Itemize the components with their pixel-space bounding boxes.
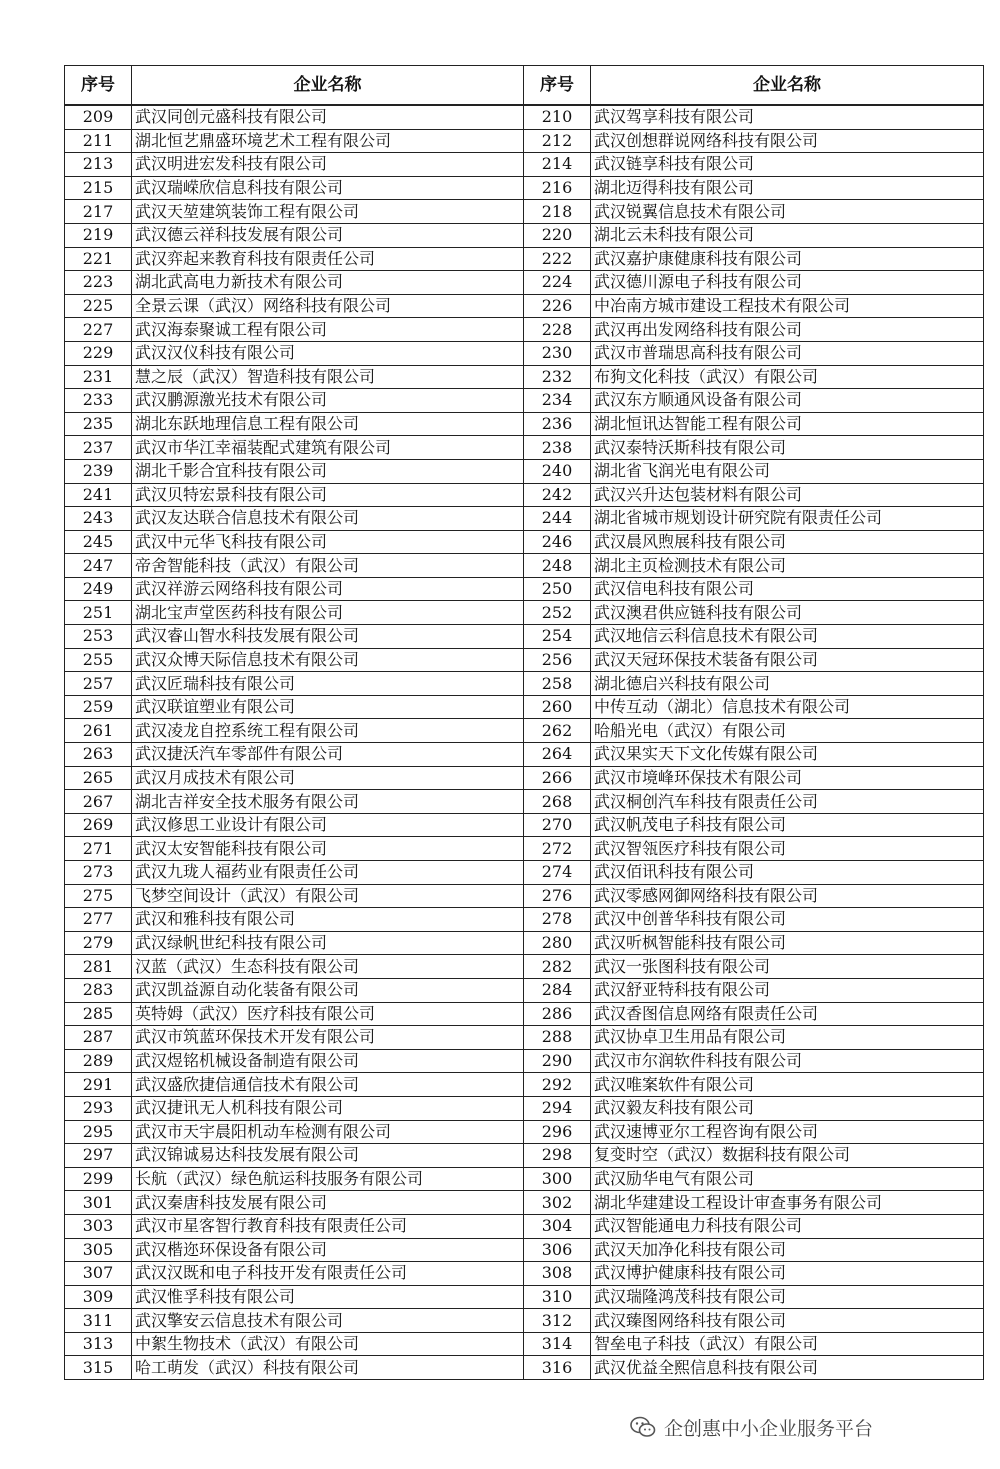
serial-number-cell: 304	[524, 1214, 591, 1238]
serial-number-cell: 231	[65, 365, 132, 389]
company-name-cell: 武汉煜铭机械设备制造有限公司	[132, 1049, 524, 1073]
company-name-cell: 武汉汉既和电子科技开发有限责任公司	[132, 1262, 524, 1286]
company-name-cell: 武汉祥游云网络科技有限公司	[132, 577, 524, 601]
company-name-cell: 武汉市境峰环保技术有限公司	[591, 766, 984, 790]
serial-number-cell: 286	[524, 1002, 591, 1026]
company-name-cell: 武汉信电科技有限公司	[591, 577, 984, 601]
table-row	[65, 648, 984, 672]
company-name-cell: 中传互动（湖北）信息技术有限公司	[591, 695, 984, 719]
company-name-cell: 武汉嘉护康健康科技有限公司	[591, 247, 984, 271]
table-row	[65, 601, 984, 625]
company-name-cell: 武汉瑞嵘欣信息科技有限公司	[132, 176, 524, 200]
company-name-cell: 武汉励华电气有限公司	[591, 1167, 984, 1191]
table-row	[65, 105, 984, 129]
company-name-cell: 武汉零感网御网络科技有限公司	[591, 884, 984, 908]
serial-number-cell: 212	[524, 129, 591, 153]
serial-number-cell: 287	[65, 1026, 132, 1050]
watermark	[630, 1412, 873, 1442]
serial-number-cell: 290	[524, 1049, 591, 1073]
serial-number-cell: 224	[524, 271, 591, 295]
header-serial-left: 序号	[65, 66, 132, 106]
table-header-row	[65, 66, 984, 106]
table-row	[65, 1026, 984, 1050]
company-name-cell: 武汉匠瑞科技有限公司	[132, 672, 524, 696]
serial-number-cell: 297	[65, 1144, 132, 1168]
company-name-cell: 武汉锦诚易达科技发展有限公司	[132, 1144, 524, 1168]
serial-number-cell: 276	[524, 884, 591, 908]
table-row	[65, 766, 984, 790]
company-name-cell: 武汉凌龙自控系统工程有限公司	[132, 719, 524, 743]
company-name-cell: 武汉九珑人福药业有限责任公司	[132, 861, 524, 885]
company-name-cell: 武汉帆茂电子科技有限公司	[591, 813, 984, 837]
serial-number-cell: 240	[524, 459, 591, 483]
table-row	[65, 318, 984, 342]
company-name-cell: 武汉凯益源自动化装备有限公司	[132, 978, 524, 1002]
company-name-cell: 武汉唯案软件有限公司	[591, 1073, 984, 1097]
company-name-cell: 武汉鹏源激光技术有限公司	[132, 389, 524, 413]
company-name-cell: 智垒电子科技（武汉）有限公司	[591, 1332, 984, 1356]
company-name-cell: 武汉舒亚特科技有限公司	[591, 978, 984, 1002]
table-row	[65, 1191, 984, 1215]
serial-number-cell: 285	[65, 1002, 132, 1026]
company-name-cell: 汉蓝（武汉）生态科技有限公司	[132, 955, 524, 979]
table-row	[65, 837, 984, 861]
serial-number-cell: 252	[524, 601, 591, 625]
company-name-cell: 慧之辰（武汉）智造科技有限公司	[132, 365, 524, 389]
serial-number-cell: 307	[65, 1262, 132, 1286]
company-name-cell: 武汉惟孚科技有限公司	[132, 1285, 524, 1309]
company-name-cell: 中冶南方城市建设工程技术有限公司	[591, 294, 984, 318]
serial-number-cell: 246	[524, 530, 591, 554]
serial-number-cell: 284	[524, 978, 591, 1002]
serial-number-cell: 225	[65, 294, 132, 318]
table-row	[65, 1073, 984, 1097]
table-row	[65, 1096, 984, 1120]
company-name-cell: 武汉和雅科技有限公司	[132, 908, 524, 932]
serial-number-cell: 271	[65, 837, 132, 861]
wechat-icon	[630, 1416, 656, 1438]
table-row	[65, 530, 984, 554]
company-name-cell: 武汉地信云科信息技术有限公司	[591, 625, 984, 649]
serial-number-cell: 313	[65, 1332, 132, 1356]
serial-number-cell: 221	[65, 247, 132, 271]
serial-number-cell: 314	[524, 1332, 591, 1356]
company-name-cell: 湖北省飞润光电有限公司	[591, 459, 984, 483]
serial-number-cell: 280	[524, 931, 591, 955]
serial-number-cell: 217	[65, 200, 132, 224]
table-row	[65, 271, 984, 295]
header-serial-right: 序号	[524, 66, 591, 106]
table-row	[65, 1356, 984, 1380]
company-name-cell: 武汉太安智能科技有限公司	[132, 837, 524, 861]
serial-number-cell: 261	[65, 719, 132, 743]
serial-number-cell: 278	[524, 908, 591, 932]
serial-number-cell: 258	[524, 672, 591, 696]
serial-number-cell: 211	[65, 129, 132, 153]
table-row	[65, 1285, 984, 1309]
serial-number-cell: 215	[65, 176, 132, 200]
serial-number-cell: 302	[524, 1191, 591, 1215]
table-row	[65, 1049, 984, 1073]
table-row	[65, 341, 984, 365]
company-name-cell: 武汉链享科技有限公司	[591, 153, 984, 177]
serial-number-cell: 301	[65, 1191, 132, 1215]
serial-number-cell: 257	[65, 672, 132, 696]
table-row	[65, 365, 984, 389]
company-name-cell: 武汉天加净化科技有限公司	[591, 1238, 984, 1262]
serial-number-cell: 248	[524, 554, 591, 578]
company-name-cell: 武汉天堃建筑装饰工程有限公司	[132, 200, 524, 224]
company-name-cell: 武汉东方顺通风设备有限公司	[591, 389, 984, 413]
table-row	[65, 884, 984, 908]
serial-number-cell: 300	[524, 1167, 591, 1191]
serial-number-cell: 311	[65, 1309, 132, 1333]
serial-number-cell: 233	[65, 389, 132, 413]
company-name-cell: 武汉秦唐科技发展有限公司	[132, 1191, 524, 1215]
company-name-cell: 中絮生物技术（武汉）有限公司	[132, 1332, 524, 1356]
serial-number-cell: 272	[524, 837, 591, 861]
serial-number-cell: 245	[65, 530, 132, 554]
table-row	[65, 861, 984, 885]
table-row	[65, 1120, 984, 1144]
serial-number-cell: 308	[524, 1262, 591, 1286]
company-name-cell: 武汉中元华飞科技有限公司	[132, 530, 524, 554]
table-row	[65, 1238, 984, 1262]
company-name-cell: 全景云课（武汉）网络科技有限公司	[132, 294, 524, 318]
table-row	[65, 412, 984, 436]
table-row	[65, 955, 984, 979]
company-name-cell: 湖北千影合宜科技有限公司	[132, 459, 524, 483]
company-name-cell: 武汉创想群说网络科技有限公司	[591, 129, 984, 153]
company-name-cell: 武汉兴升达包装材料有限公司	[591, 483, 984, 507]
table-row	[65, 1144, 984, 1168]
company-name-cell: 武汉中创普华科技有限公司	[591, 908, 984, 932]
serial-number-cell: 230	[524, 341, 591, 365]
company-name-cell: 武汉修思工业设计有限公司	[132, 813, 524, 837]
serial-number-cell: 235	[65, 412, 132, 436]
company-name-cell: 长航（武汉）绿色航运科技服务有限公司	[132, 1167, 524, 1191]
table-row	[65, 294, 984, 318]
company-name-cell: 武汉盛欣捷信通信技术有限公司	[132, 1073, 524, 1097]
serial-number-cell: 288	[524, 1026, 591, 1050]
table-row	[65, 389, 984, 413]
company-name-cell: 湖北德启兴科技有限公司	[591, 672, 984, 696]
company-name-cell: 武汉汉仪科技有限公司	[132, 341, 524, 365]
company-name-cell: 英特姆（武汉）医疗科技有限公司	[132, 1002, 524, 1026]
serial-number-cell: 210	[524, 105, 591, 129]
serial-number-cell: 243	[65, 507, 132, 531]
company-name-cell: 复变时空（武汉）数据科技有限公司	[591, 1144, 984, 1168]
company-name-cell: 武汉锐翼信息技术有限公司	[591, 200, 984, 224]
company-name-cell: 武汉再出发网络科技有限公司	[591, 318, 984, 342]
company-name-cell: 武汉瑞隆鸿茂科技有限公司	[591, 1285, 984, 1309]
serial-number-cell: 283	[65, 978, 132, 1002]
table-row	[65, 978, 984, 1002]
company-name-cell: 武汉智能通电力科技有限公司	[591, 1214, 984, 1238]
table-row	[65, 743, 984, 767]
serial-number-cell: 209	[65, 105, 132, 129]
company-name-cell: 武汉听枫智能科技有限公司	[591, 931, 984, 955]
serial-number-cell: 267	[65, 790, 132, 814]
company-name-cell: 湖北东跃地理信息工程有限公司	[132, 412, 524, 436]
serial-number-cell: 289	[65, 1049, 132, 1073]
serial-number-cell: 298	[524, 1144, 591, 1168]
company-name-cell: 武汉捷讯无人机科技有限公司	[132, 1096, 524, 1120]
company-name-cell: 武汉协卓卫生用品有限公司	[591, 1026, 984, 1050]
serial-number-cell: 269	[65, 813, 132, 837]
serial-number-cell: 299	[65, 1167, 132, 1191]
serial-number-cell: 253	[65, 625, 132, 649]
table-row	[65, 1262, 984, 1286]
serial-number-cell: 213	[65, 153, 132, 177]
table-row	[65, 672, 984, 696]
table-row	[65, 223, 984, 247]
table-row	[65, 129, 984, 153]
serial-number-cell: 237	[65, 436, 132, 460]
serial-number-cell: 305	[65, 1238, 132, 1262]
serial-number-cell: 229	[65, 341, 132, 365]
table-row	[65, 200, 984, 224]
company-name-cell: 武汉擎安云信息技术有限公司	[132, 1309, 524, 1333]
company-name-cell: 哈船光电（武汉）有限公司	[591, 719, 984, 743]
serial-number-cell: 277	[65, 908, 132, 932]
serial-number-cell: 227	[65, 318, 132, 342]
company-name-cell: 武汉毅友科技有限公司	[591, 1096, 984, 1120]
company-name-cell: 帝舍智能科技（武汉）有限公司	[132, 554, 524, 578]
serial-number-cell: 214	[524, 153, 591, 177]
header-company-right: 企业名称	[591, 66, 984, 106]
serial-number-cell: 250	[524, 577, 591, 601]
serial-number-cell: 244	[524, 507, 591, 531]
serial-number-cell: 270	[524, 813, 591, 837]
serial-number-cell: 223	[65, 271, 132, 295]
serial-number-cell: 303	[65, 1214, 132, 1238]
company-list-table	[64, 65, 984, 1380]
serial-number-cell: 263	[65, 743, 132, 767]
serial-number-cell: 220	[524, 223, 591, 247]
table-row	[65, 1214, 984, 1238]
serial-number-cell: 309	[65, 1285, 132, 1309]
table-row	[65, 931, 984, 955]
company-name-cell: 哈工萌发（武汉）科技有限公司	[132, 1356, 524, 1380]
company-name-cell: 湖北宝声堂医药科技有限公司	[132, 601, 524, 625]
serial-number-cell: 282	[524, 955, 591, 979]
table-row	[65, 625, 984, 649]
serial-number-cell: 249	[65, 577, 132, 601]
table-row	[65, 813, 984, 837]
serial-number-cell: 236	[524, 412, 591, 436]
serial-number-cell: 260	[524, 695, 591, 719]
serial-number-cell: 274	[524, 861, 591, 885]
company-name-cell: 武汉绿帆世纪科技有限公司	[132, 931, 524, 955]
serial-number-cell: 281	[65, 955, 132, 979]
serial-number-cell: 234	[524, 389, 591, 413]
company-name-cell: 武汉速博亚尔工程咨询有限公司	[591, 1120, 984, 1144]
company-name-cell: 武汉明进宏发科技有限公司	[132, 153, 524, 177]
company-name-cell: 湖北恒讯达智能工程有限公司	[591, 412, 984, 436]
table-row	[65, 436, 984, 460]
company-name-cell: 武汉月成技术有限公司	[132, 766, 524, 790]
company-name-cell: 湖北武高电力新技术有限公司	[132, 271, 524, 295]
company-name-cell: 武汉桐创汽车科技有限责任公司	[591, 790, 984, 814]
table-row	[65, 483, 984, 507]
company-name-cell: 湖北云未科技有限公司	[591, 223, 984, 247]
company-name-cell: 飞梦空间设计（武汉）有限公司	[132, 884, 524, 908]
company-name-cell: 武汉市筑蓝环保技术开发有限公司	[132, 1026, 524, 1050]
header-company-left: 企业名称	[132, 66, 524, 106]
table-row	[65, 577, 984, 601]
table-row	[65, 247, 984, 271]
company-name-cell: 武汉泰特沃斯科技有限公司	[591, 436, 984, 460]
serial-number-cell: 256	[524, 648, 591, 672]
serial-number-cell: 292	[524, 1073, 591, 1097]
company-name-cell: 湖北主页检测技术有限公司	[591, 554, 984, 578]
serial-number-cell: 247	[65, 554, 132, 578]
serial-number-cell: 238	[524, 436, 591, 460]
serial-number-cell: 226	[524, 294, 591, 318]
serial-number-cell: 312	[524, 1309, 591, 1333]
company-name-cell: 武汉德川源电子科技有限公司	[591, 271, 984, 295]
serial-number-cell: 242	[524, 483, 591, 507]
table-row	[65, 790, 984, 814]
company-name-cell: 武汉驾享科技有限公司	[591, 105, 984, 129]
company-name-cell: 武汉佰讯科技有限公司	[591, 861, 984, 885]
company-name-cell: 武汉市普瑞思高科技有限公司	[591, 341, 984, 365]
company-name-cell: 湖北吉祥安全技术服务有限公司	[132, 790, 524, 814]
serial-number-cell: 218	[524, 200, 591, 224]
serial-number-cell: 241	[65, 483, 132, 507]
company-name-cell: 武汉市尔润软件科技有限公司	[591, 1049, 984, 1073]
serial-number-cell: 251	[65, 601, 132, 625]
company-name-cell: 武汉联谊塑业有限公司	[132, 695, 524, 719]
table-row	[65, 507, 984, 531]
table-row	[65, 176, 984, 200]
table-row	[65, 719, 984, 743]
serial-number-cell: 262	[524, 719, 591, 743]
company-name-cell: 湖北迈得科技有限公司	[591, 176, 984, 200]
company-name-cell: 武汉友达联合信息技术有限公司	[132, 507, 524, 531]
company-name-cell: 武汉臻图网络科技有限公司	[591, 1309, 984, 1333]
serial-number-cell: 315	[65, 1356, 132, 1380]
serial-number-cell: 265	[65, 766, 132, 790]
serial-number-cell: 216	[524, 176, 591, 200]
company-name-cell: 武汉捷沃汽车零部件有限公司	[132, 743, 524, 767]
table-body	[65, 105, 984, 1380]
company-name-cell: 布狗文化科技（武汉）有限公司	[591, 365, 984, 389]
table-row	[65, 459, 984, 483]
table-row	[65, 908, 984, 932]
company-name-cell: 湖北省城市规划设计研究院有限责任公司	[591, 507, 984, 531]
company-name-cell: 武汉市星客智行教育科技有限责任公司	[132, 1214, 524, 1238]
table-row	[65, 1167, 984, 1191]
serial-number-cell: 310	[524, 1285, 591, 1309]
company-name-cell: 武汉天冠环保技术装备有限公司	[591, 648, 984, 672]
serial-number-cell: 264	[524, 743, 591, 767]
serial-number-cell: 273	[65, 861, 132, 885]
company-name-cell: 武汉博护健康科技有限公司	[591, 1262, 984, 1286]
serial-number-cell: 296	[524, 1120, 591, 1144]
company-name-cell: 武汉市华江幸福装配式建筑有限公司	[132, 436, 524, 460]
serial-number-cell: 279	[65, 931, 132, 955]
serial-number-cell: 219	[65, 223, 132, 247]
company-name-cell: 武汉弈起来教育科技有限责任公司	[132, 247, 524, 271]
serial-number-cell: 255	[65, 648, 132, 672]
table-row	[65, 695, 984, 719]
company-name-cell: 武汉睿山智水科技发展有限公司	[132, 625, 524, 649]
serial-number-cell: 293	[65, 1096, 132, 1120]
serial-number-cell: 306	[524, 1238, 591, 1262]
serial-number-cell: 294	[524, 1096, 591, 1120]
serial-number-cell: 275	[65, 884, 132, 908]
company-name-cell: 武汉一张图科技有限公司	[591, 955, 984, 979]
company-name-cell: 武汉优益全熙信息科技有限公司	[591, 1356, 984, 1380]
serial-number-cell: 268	[524, 790, 591, 814]
company-name-cell: 武汉同创元盛科技有限公司	[132, 105, 524, 129]
watermark-text: 企创惠中小企业服务平台	[664, 1417, 874, 1440]
table-row	[65, 1002, 984, 1026]
company-name-cell: 武汉德云祥科技发展有限公司	[132, 223, 524, 247]
serial-number-cell: 232	[524, 365, 591, 389]
serial-number-cell: 228	[524, 318, 591, 342]
serial-number-cell: 259	[65, 695, 132, 719]
table-row	[65, 1332, 984, 1356]
serial-number-cell: 239	[65, 459, 132, 483]
table-row	[65, 153, 984, 177]
company-name-cell: 武汉海泰聚诚工程有限公司	[132, 318, 524, 342]
company-name-cell: 湖北恒艺鼎盛环境艺术工程有限公司	[132, 129, 524, 153]
company-name-cell: 武汉香图信息网络有限责任公司	[591, 1002, 984, 1026]
serial-number-cell: 295	[65, 1120, 132, 1144]
company-name-cell: 湖北华建建设工程设计审查事务有限公司	[591, 1191, 984, 1215]
company-name-cell: 武汉果实天下文化传媒有限公司	[591, 743, 984, 767]
company-name-cell: 武汉楷迩环保设备有限公司	[132, 1238, 524, 1262]
serial-number-cell: 254	[524, 625, 591, 649]
company-name-cell: 武汉市天宇晨阳机动车检测有限公司	[132, 1120, 524, 1144]
serial-number-cell: 222	[524, 247, 591, 271]
table-row	[65, 554, 984, 578]
serial-number-cell: 316	[524, 1356, 591, 1380]
company-name-cell: 武汉众博天际信息技术有限公司	[132, 648, 524, 672]
table-row	[65, 1309, 984, 1333]
company-name-cell: 武汉澳君供应链科技有限公司	[591, 601, 984, 625]
serial-number-cell: 266	[524, 766, 591, 790]
serial-number-cell: 291	[65, 1073, 132, 1097]
company-name-cell: 武汉智瓴医疗科技有限公司	[591, 837, 984, 861]
company-name-cell: 武汉晨风煦展科技有限公司	[591, 530, 984, 554]
company-name-cell: 武汉贝特宏景科技有限公司	[132, 483, 524, 507]
